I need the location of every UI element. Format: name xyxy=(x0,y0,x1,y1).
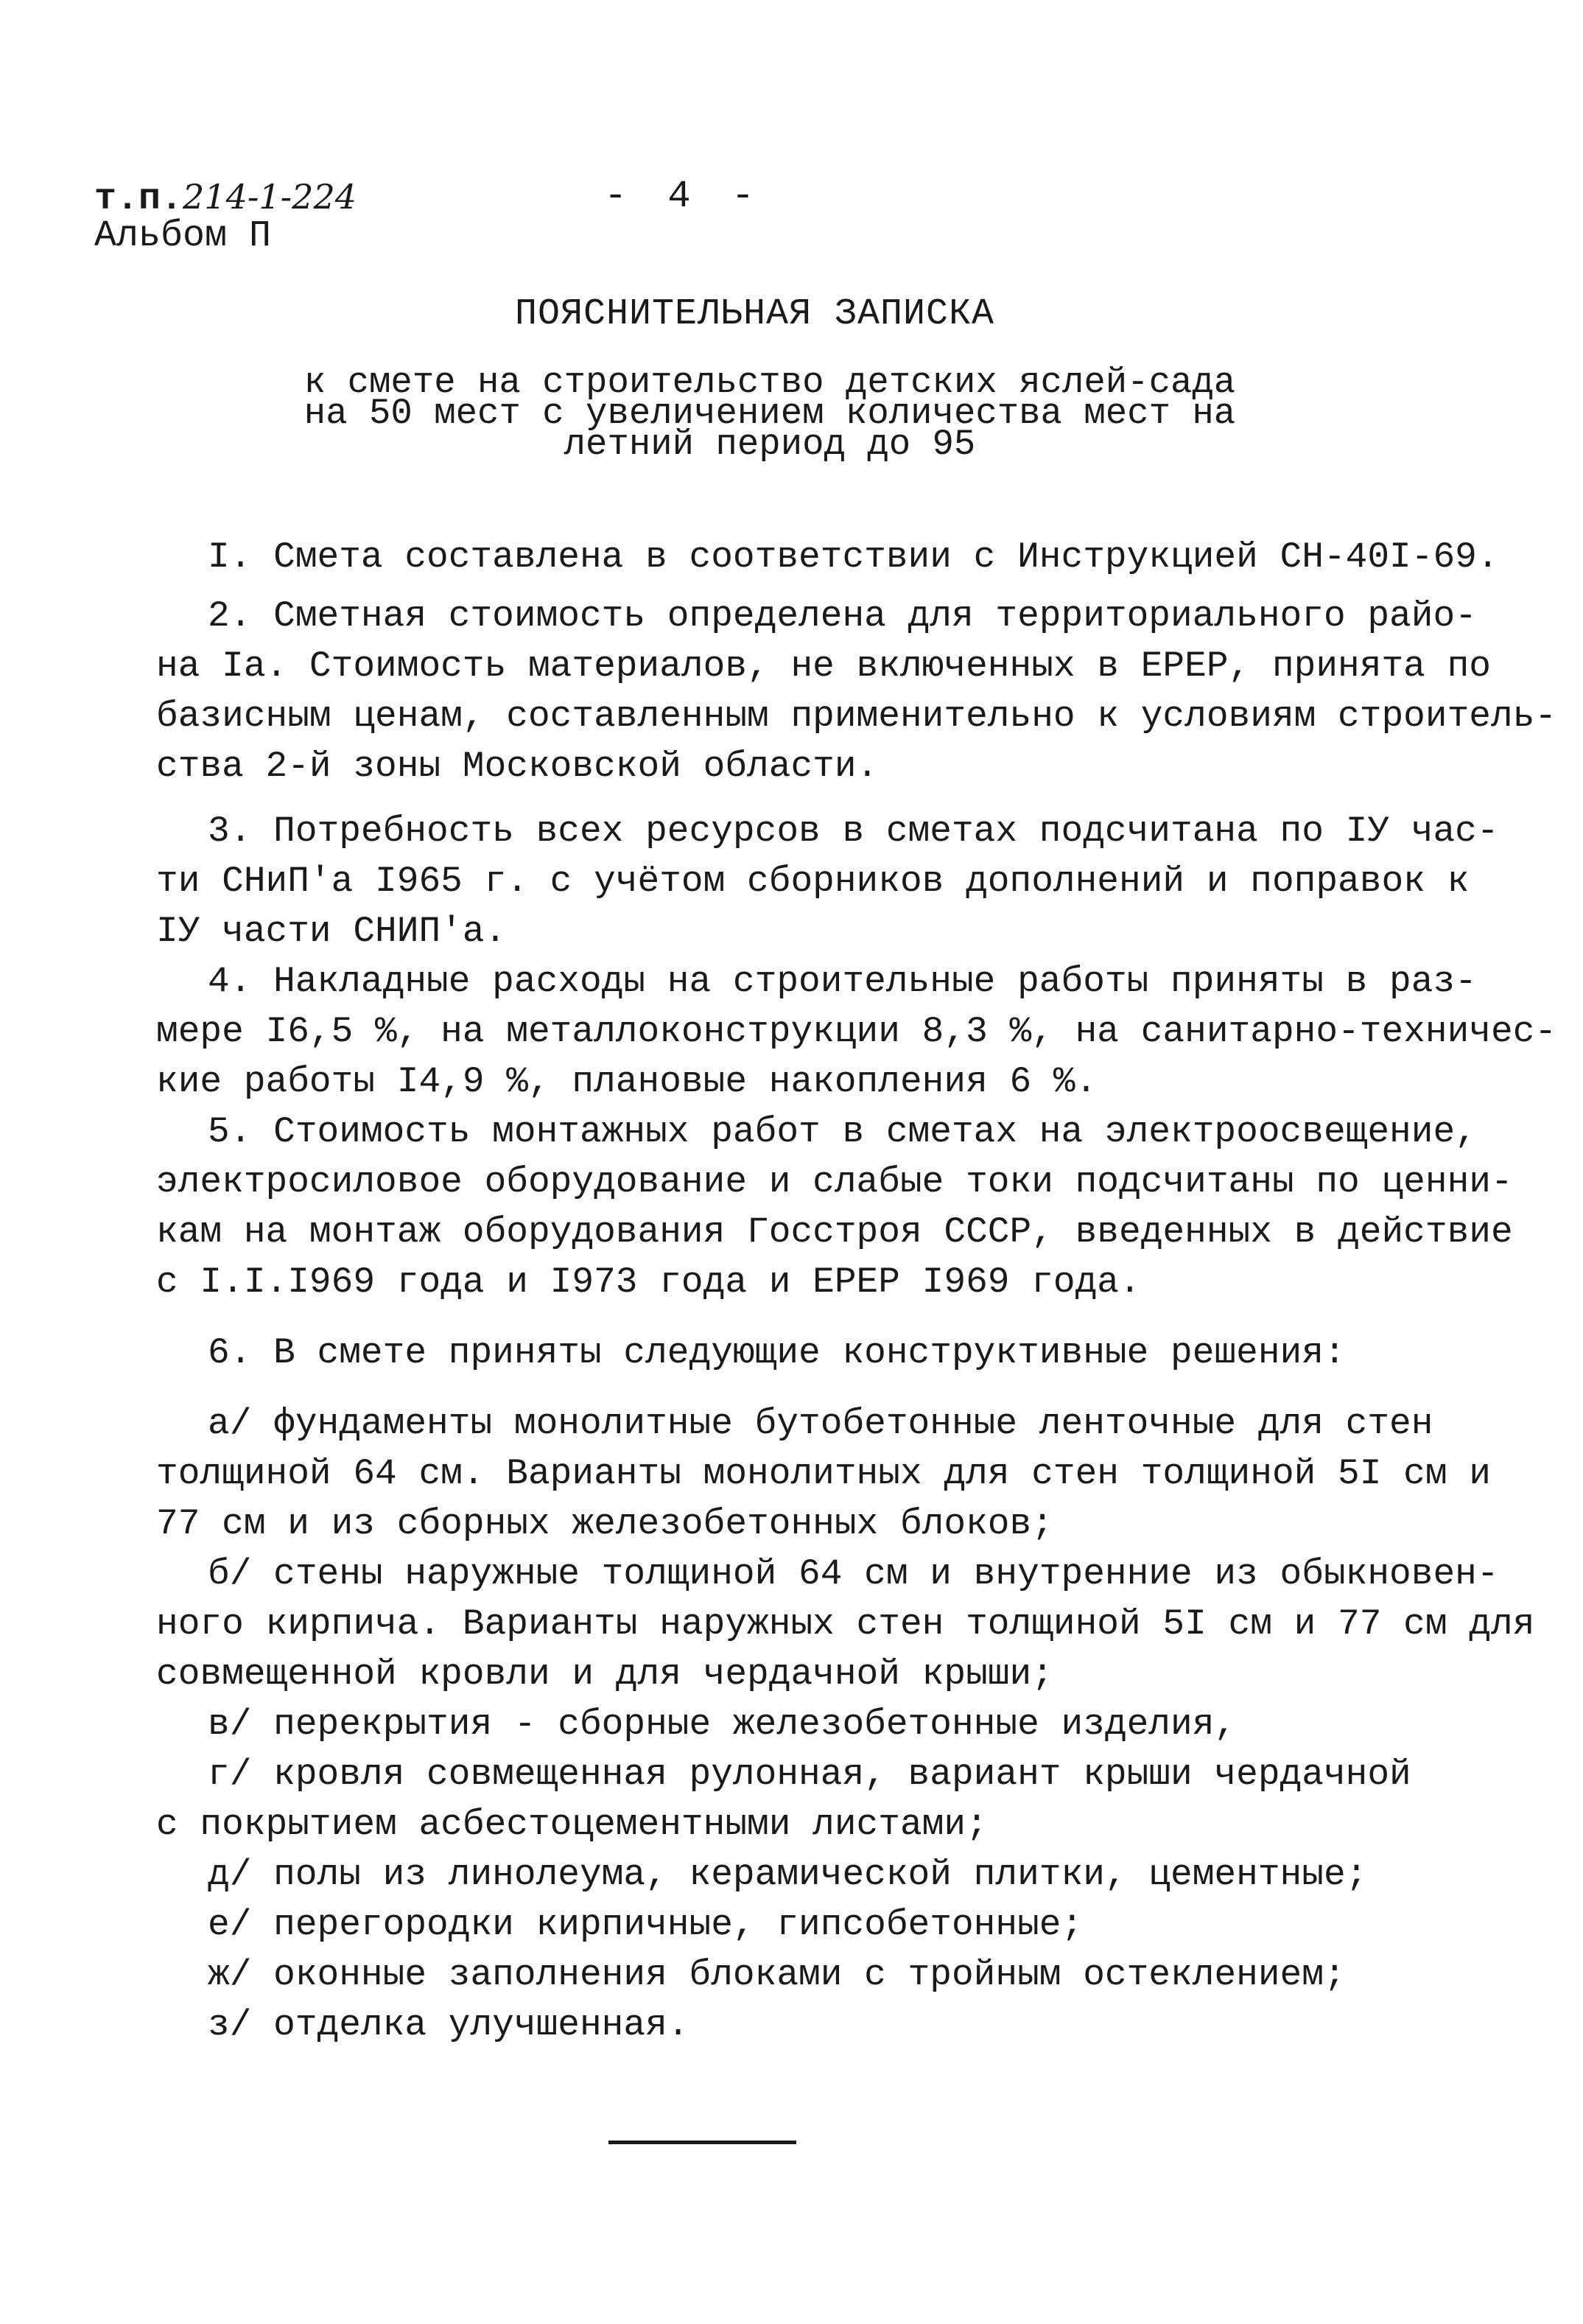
paragraph-2 xyxy=(156,591,1557,791)
text-line: на Iа. Стоимость материалов, не включенных в ЕРЕР, принята по xyxy=(156,645,1491,687)
list-item-b xyxy=(156,1549,1535,1699)
subtitle-line: к смете на строительство детских яслей-сада xyxy=(303,362,1236,403)
text-line: с I.I.I969 года и I973 года и ЕРЕР I969 года. xyxy=(156,1261,1141,1303)
paragraph-6 xyxy=(156,1328,1467,1378)
text-line: кам на монтаж оборудования Госстроя СССР, введенных в действие xyxy=(156,1211,1513,1253)
list-item-z xyxy=(156,2000,1467,2050)
paragraph-4 xyxy=(156,956,1557,1107)
document-subtitle xyxy=(280,362,1260,465)
text-line: е/ перегородки кирпичные, гипсобетонные; xyxy=(208,1904,1084,1945)
paragraph-1 xyxy=(156,532,1499,582)
document-body xyxy=(156,532,1557,2050)
text-line: с покрытием асбестоцементными листами; xyxy=(156,1804,988,1845)
text-line: з/ отделка улучшенная. xyxy=(208,2004,689,2045)
list-item-g xyxy=(156,1749,1467,1849)
album-label: Альбом П xyxy=(94,215,272,257)
text-line: I. Смета составлена в соответствии с Инструкцией СН-40I-69. xyxy=(208,536,1499,578)
document-title: ПОЯСНИТЕЛЬНАЯ ЗАПИСКА xyxy=(514,293,995,335)
text-line: ти СНиП'а I965 г. с учётом сборников дополнений и поправок к xyxy=(156,861,1470,902)
text-line: совмещенной кровли и для чердачной крыши; xyxy=(156,1653,1053,1695)
text-line: г/ кровля совмещенная рулонная, вариант крыши чердачной xyxy=(208,1754,1411,1795)
text-line: д/ полы из линолеума, керамической плитки, цементные; xyxy=(208,1854,1368,1895)
paragraph-5 xyxy=(156,1107,1513,1307)
document-code-prefix: т.п. xyxy=(94,178,183,220)
text-line: 5. Стоимость монтажных работ в сметах на электроосвещение, xyxy=(208,1111,1477,1152)
text-line: мере I6,5 %, на металлоконструкции 8,3 %, на санитарно-техничес- xyxy=(156,1011,1557,1052)
text-line: 6. В смете приняты следующие конструктивные решения: xyxy=(208,1332,1346,1373)
text-line: 2. Сметная стоимость определена для территориального райо- xyxy=(208,595,1477,637)
page-number: - 4 - xyxy=(604,175,764,218)
text-line: б/ стены наружные толщиной 64 см и внутренние из обыкновен- xyxy=(208,1553,1499,1595)
text-line: базисным ценам, составленным применительно к условиям строитель- xyxy=(156,696,1557,737)
text-line: кие работы I4,9 %, плановые накопления 6 %. xyxy=(156,1061,1098,1102)
end-rule xyxy=(608,2141,796,2144)
text-line: IУ части СНИП'а. xyxy=(156,911,507,952)
text-line: толщиной 64 см. Варианты монолитных для стен толщиной 5I см и xyxy=(156,1453,1491,1494)
list-item-e xyxy=(156,1900,1467,1950)
document-code-handwritten: 214-1-224 xyxy=(183,177,357,217)
document-code xyxy=(94,175,357,221)
text-line: ного кирпича. Варианты наружных стен толщиной 5I см и 77 см для xyxy=(156,1603,1535,1645)
text-line: в/ перекрытия - сборные железобетонные изделия, xyxy=(208,1704,1237,1745)
list-item-zh xyxy=(156,1950,1467,2000)
list-item-v xyxy=(156,1699,1467,1749)
subtitle-line: на 50 мест с увеличением количества мест на xyxy=(303,393,1236,434)
text-line: 4. Накладные расходы на строительные работы приняты в раз- xyxy=(208,961,1477,1002)
text-line: 3. Потребность всех ресурсов в сметах подсчитана по IУ час- xyxy=(208,811,1499,852)
list-item-a xyxy=(156,1399,1491,1549)
paragraph-3 xyxy=(156,806,1499,956)
list-item-d xyxy=(156,1849,1467,1900)
text-line: ж/ оконные заполнения блоками с тройным остеклением; xyxy=(208,1954,1346,1995)
text-line: электросиловое оборудование и слабые токи подсчитаны по ценни- xyxy=(156,1161,1513,1203)
text-line: 77 см и из сборных железобетонных блоков; xyxy=(156,1503,1053,1544)
text-line: а/ фундаменты монолитные бутобетонные ленточные для стен xyxy=(208,1403,1433,1444)
subtitle-line: летний период до 95 xyxy=(564,424,976,465)
text-line: ства 2-й зоны Московской области. xyxy=(156,746,879,787)
